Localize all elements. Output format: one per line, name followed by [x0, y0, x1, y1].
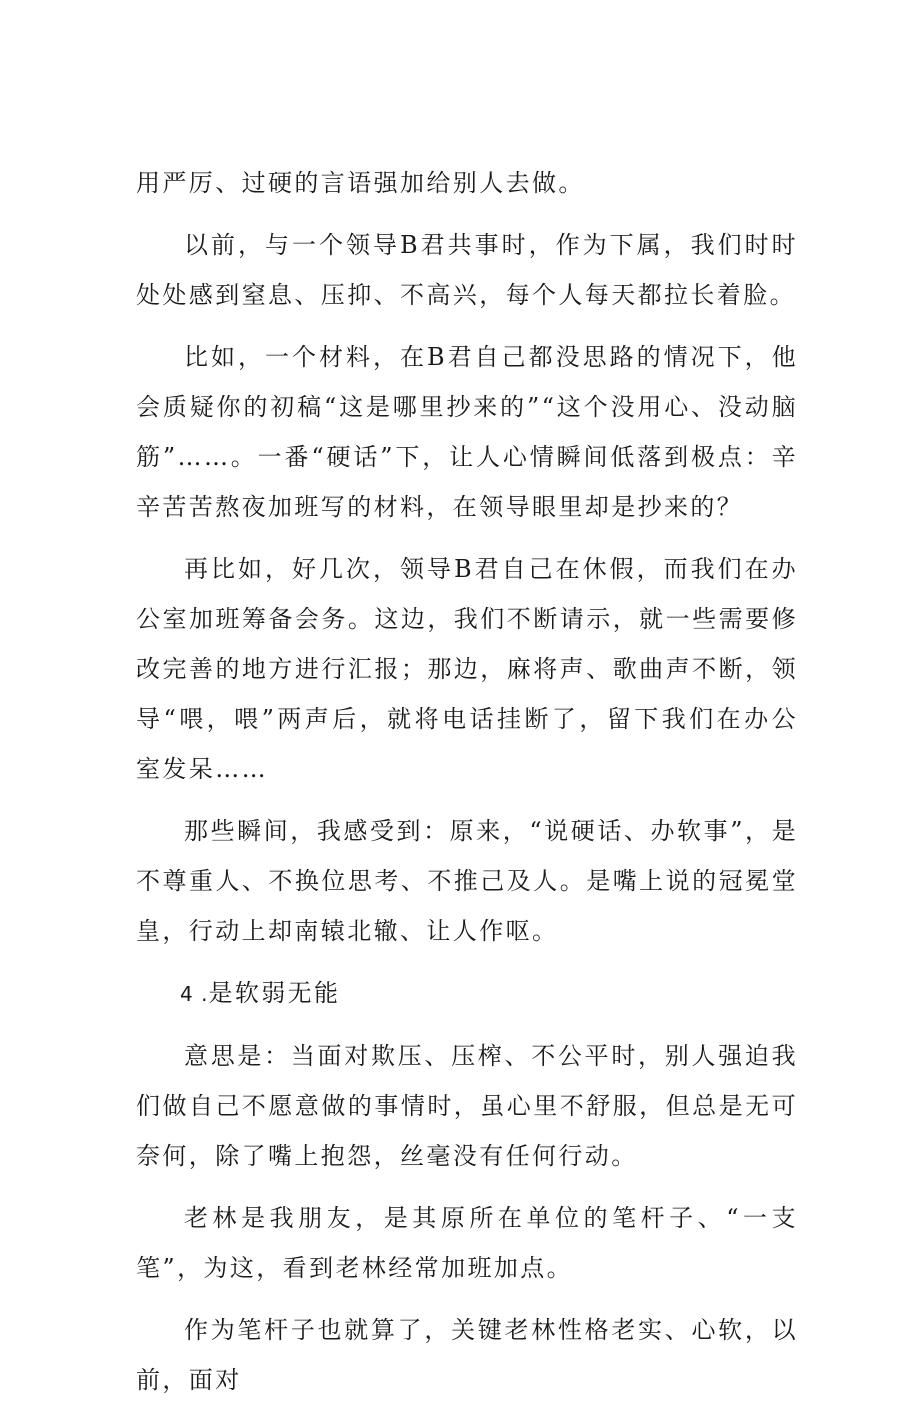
paragraph-meaning: 意思是：当面对欺压、压榨、不公平时，别人强迫我们做自己不愿意做的事情时，虽心里不舒服，但总是无可奈何，除了嘴上抱怨，丝毫没有任何行动。	[136, 1042, 798, 1170]
paragraph-lao-lin-character: 作为笔杆子也就算了，关键老林性格老实、心软，以前，面对	[136, 1316, 798, 1394]
paragraph-reflection: 那些瞬间，我感受到：原来，“说硬话、办软事”，是不尊重人、不换位思考、不推己及人。是嘴上说的冠冕堂皇，行动上却南辕北辙、让人作呕。	[136, 817, 798, 945]
paragraph-vacation-example: 再比如，好几次，领导B君自己在休假，而我们在办公室加班筹备会务。这边，我们不断请示，就一些需要修改完善的地方进行汇报；那边，麻将声、歌曲声不断，领导“喂，喂”两声后，就将电话挂断了，留下我们在办公室发呆……	[136, 555, 798, 783]
paragraph-continuation: 用严厉、过硬的言语强加给别人去做。	[136, 169, 585, 197]
document-body	[136, 158, 798, 1417]
paragraph-b-jun-intro: 以前，与一个领导B君共事时，作为下属，我们时时处处感到窒息、压抑、不高兴，每个人每天都拉长着脸。	[136, 231, 798, 309]
section-heading-text: 是软弱无能	[208, 979, 341, 1007]
section-heading	[136, 968, 798, 1019]
paragraph-lao-lin-intro: 老林是我朋友，是其原所在单位的笔杆子、“一支笔”，为这，看到老林经常加班加点。	[136, 1204, 798, 1282]
section-heading-number: 4 .	[180, 982, 209, 1006]
paragraph-material-example: 比如，一个材料，在B君自己都没思路的情况下，他会质疑你的初稿“这是哪里抄来的”“这个没用心、没动脑筋”……。一番“硬话”下，让人心情瞬间低落到极点：辛辛苦苦熬夜加班写的材料，在领导眼里却是抄来的？	[136, 343, 798, 521]
